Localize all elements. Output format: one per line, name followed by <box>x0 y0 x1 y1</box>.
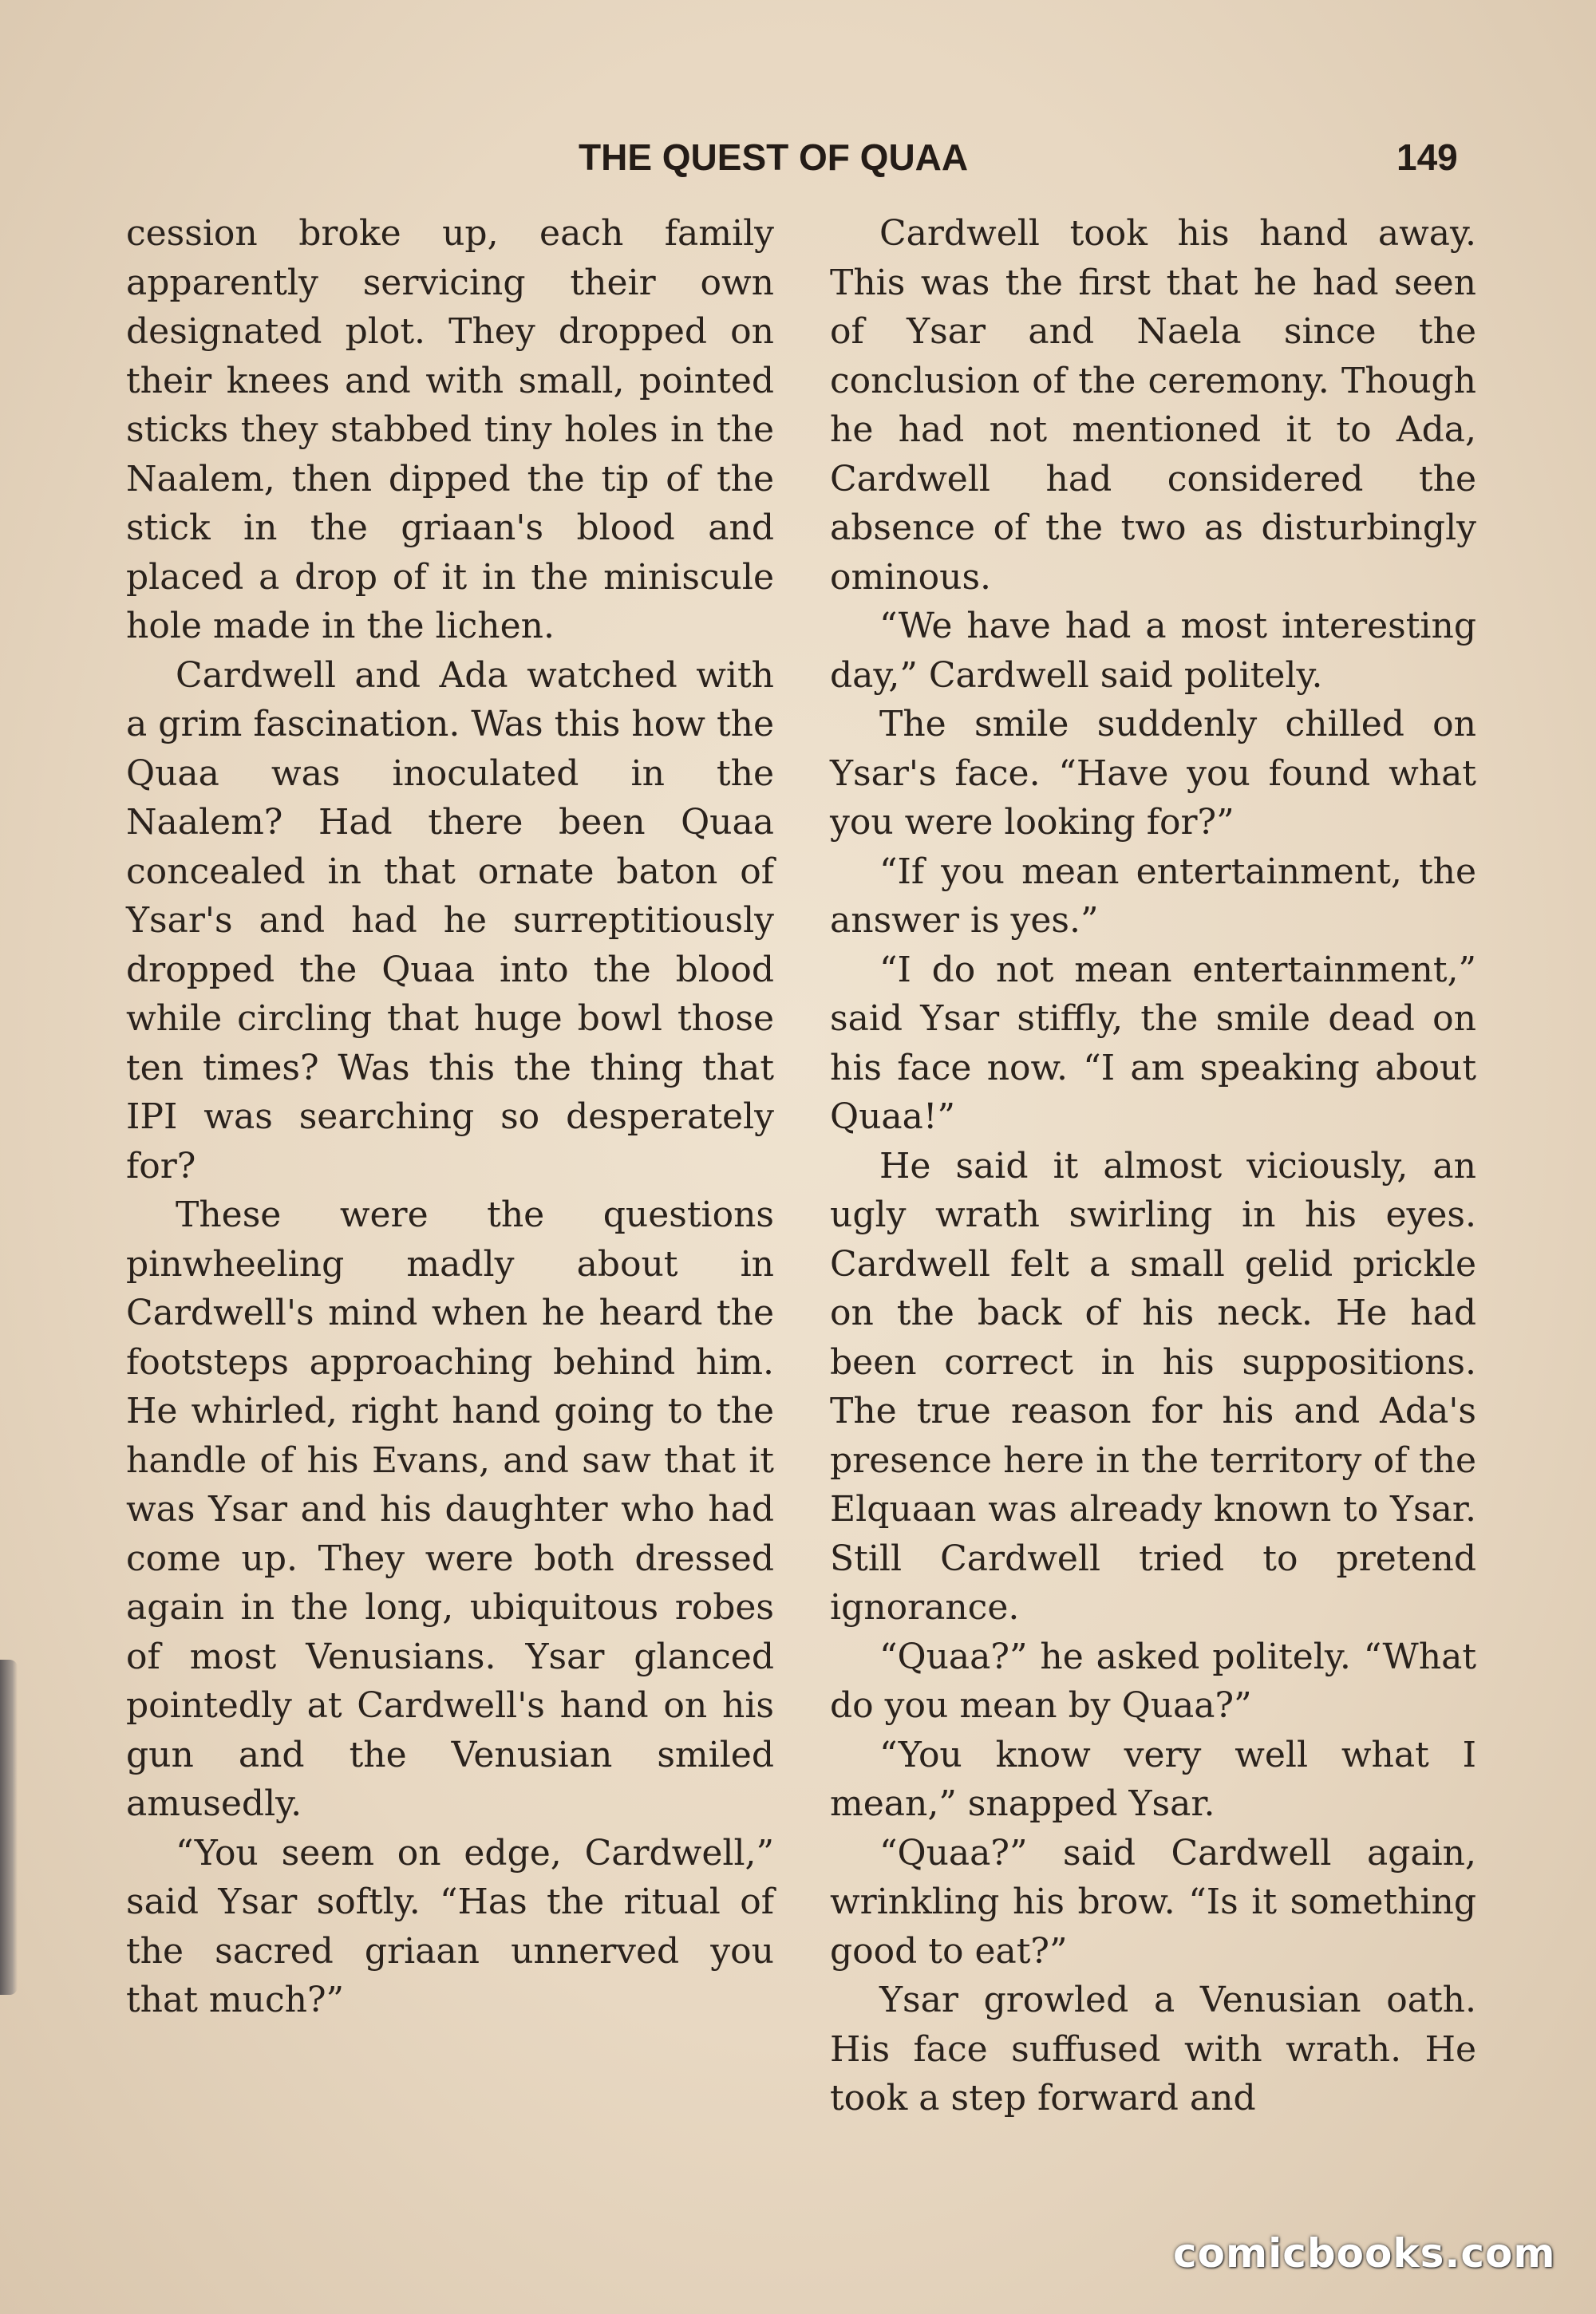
paragraph: Ysar growled a Venusian oath. His face suffused with wrath. He took a step forward and <box>830 1980 1476 2119</box>
paragraph: “You know very well what I mean,” snapped Ysar. <box>830 1734 1476 1824</box>
running-title: THE QUEST OF QUAA <box>579 136 969 178</box>
paragraph: He said it almost viciously, an ugly wrath swirling in his eyes. Cardwell felt a small gelid prickle on the back of his neck. He had been correct in his suppositions. The true reason for his and Ada's presence here in the territory of the Elquaan was already known to Ysar. Still Cardwell tried to pretend ignorance. <box>830 1145 1476 1628</box>
paragraph: Cardwell and Ada watched with a grim fascination. Was this how the Quaa was inoculated in the Naalem? Had there been Quaa concealed in that ornate baton of Ysar's and had he surreptitiously dropped the Quaa into the blood while circling that huge bowl those ten times? Was this the thing that IPI was searching so desperately for? <box>126 654 774 1187</box>
binding-edge <box>0 1660 18 1995</box>
page-number: 149 <box>1396 136 1458 178</box>
left-column <box>126 209 774 2025</box>
paragraph: cession broke up, each family apparently servicing their own designated plot. They dropped on their knees and with small, pointed sticks they stabbed tiny holes in the Naalem, then dipped the tip of the stick in the griaan's blood and placed a drop of it in the miniscule hole made in the lichen. <box>126 213 774 646</box>
paragraph: Cardwell took his hand away. This was the first that he had seen of Ysar and Naela since the conclusion of the ceremony. Though he had not mentioned it to Ada, Cardwell had considered the absence of the two as disturbingly ominous. <box>830 213 1476 598</box>
paragraph: “I do not mean entertainment,” said Ysar stiffly, the smile dead on his face now. “I am speaking about Quaa!” <box>830 949 1476 1137</box>
paragraph: The smile suddenly chilled on Ysar's face. “Have you found what you were looking for?” <box>830 704 1476 843</box>
paragraph: “Quaa?” said Cardwell again, wrinkling his brow. “Is it something good to eat?” <box>830 1832 1476 1972</box>
paragraph: “Quaa?” he asked politely. “What do you mean by Quaa?” <box>830 1636 1476 1726</box>
paragraph: These were the questions pinwheeling madly about in Cardwell's mind when he heard the footsteps approaching behind him. He whirled, right hand going to the handle of his Evans, and saw that it was Ysar and his daughter who had come up. They were both dressed again in the long, ubiquitous robes of most Venusians. Ysar glanced pointedly at Cardwell's hand on his gun and the Venusian smiled amusedly. <box>126 1195 774 1824</box>
page-header <box>0 136 1596 192</box>
right-column <box>830 209 1476 2123</box>
paragraph: “If you mean entertainment, the answer is yes.” <box>830 851 1476 941</box>
paragraph: “We have had a most interesting day,” Cardwell said politely. <box>830 606 1476 696</box>
paragraph: “You seem on edge, Cardwell,” said Ysar softly. “Has the ritual of the sacred griaan unnerved you that much?” <box>126 1832 774 2020</box>
watermark: comicbooks.com <box>1173 2230 1556 2276</box>
